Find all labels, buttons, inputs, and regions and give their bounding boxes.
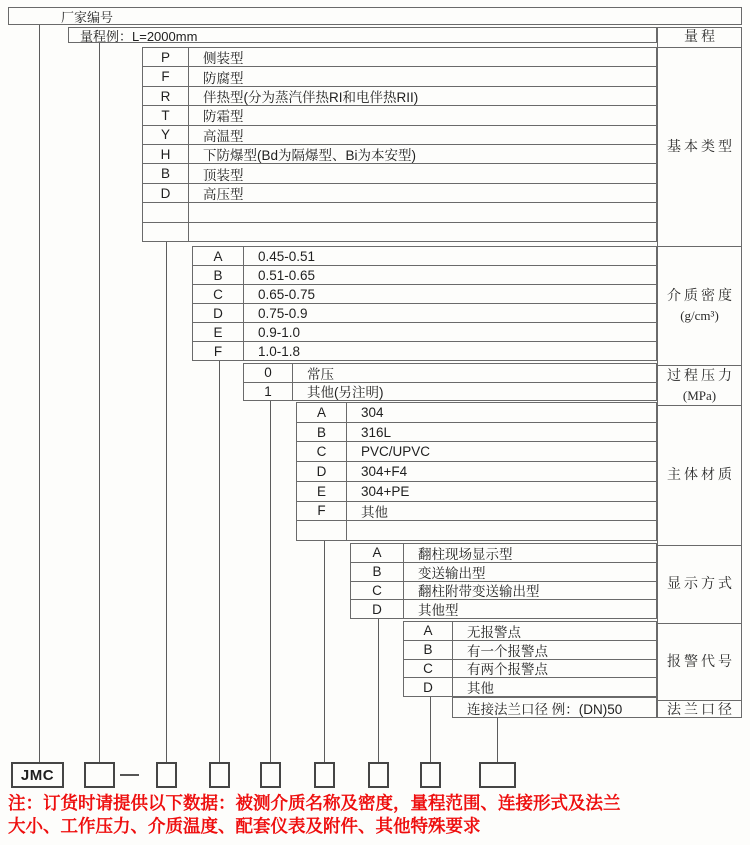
code-cell: A: [404, 622, 453, 640]
table-row: [297, 403, 656, 423]
table-row: [244, 383, 656, 401]
density-table: [192, 246, 657, 361]
table-row: [404, 641, 656, 660]
desc-cell: 顶装型: [203, 167, 244, 183]
table-row: [297, 442, 656, 462]
desc-cell: 高温型: [203, 128, 244, 144]
spec-label-column: [657, 27, 742, 718]
pressure-table: [243, 363, 657, 401]
table-row: [404, 660, 656, 679]
code-cell: A: [193, 247, 244, 265]
table-row: [244, 364, 656, 383]
code-cell: B: [297, 423, 347, 442]
code-cell: Y: [143, 126, 189, 144]
code-cell: A: [351, 544, 404, 562]
desc-cell: 304: [361, 404, 384, 420]
table-row: [297, 482, 656, 502]
desc-cell: 有两个报警点: [467, 662, 548, 678]
connector-line: [270, 401, 271, 763]
spec-label-density: 介质密度 (g/cm³): [658, 247, 741, 366]
spec-label-basic-type: 基本类型: [658, 48, 741, 247]
code-cell: B: [193, 266, 244, 284]
code-placeholder-box-alarm: [420, 762, 441, 788]
table-row: [143, 48, 656, 67]
desc-cell: 0.75-0.9: [258, 305, 308, 321]
code-cell: D: [297, 462, 347, 481]
table-row: [143, 126, 656, 145]
table-row: [193, 247, 656, 266]
desc-cell: 1.0-1.8: [258, 343, 301, 359]
code-cell: E: [193, 323, 244, 341]
desc-cell: 0.51-0.65: [258, 267, 316, 283]
display-mode-table: [350, 543, 657, 619]
connector-line: [166, 242, 167, 763]
spec-label-display: 显示方式: [658, 546, 741, 624]
connector-line: [99, 43, 100, 763]
code-cell: T: [143, 106, 189, 124]
table-row: [143, 184, 656, 203]
code-cell: 0: [244, 364, 293, 382]
code-cell: C: [351, 582, 404, 600]
table-row: [297, 521, 656, 540]
table-row: [143, 106, 656, 125]
code-placeholder-box-pressure: [260, 762, 281, 788]
alarm-code-table: [403, 621, 657, 697]
order-note-line2: 大小、工作压力、介质温度、配套仪表及附件、其他特殊要求: [8, 816, 481, 836]
flange-size-text: 连接法兰口径 例：(DN)50: [467, 701, 623, 717]
table-row: [193, 342, 656, 360]
code-cell: C: [297, 442, 347, 461]
flange-size-row: [452, 697, 657, 718]
table-row: [193, 304, 656, 323]
table-row: [404, 622, 656, 641]
table-row: [143, 67, 656, 86]
range-example-box: [68, 27, 657, 43]
desc-cell: 有一个报警点: [467, 643, 548, 659]
table-row: [297, 423, 656, 443]
code-cell: 1: [244, 383, 293, 401]
desc-cell: 304+F4: [361, 464, 408, 480]
desc-cell: 其他(另注明): [307, 385, 384, 400]
desc-cell: 防腐型: [203, 70, 244, 86]
table-row: [143, 145, 656, 164]
desc-cell: 304+PE: [361, 483, 410, 499]
factory-number-box: [8, 7, 742, 25]
desc-cell: 常压: [307, 366, 334, 382]
connector-line: [324, 541, 325, 763]
spec-label-range: 量程: [658, 28, 741, 48]
range-example-label: 量程例：L=2000mm: [80, 28, 198, 44]
code-placeholder-box-material: [314, 762, 335, 788]
desc-cell: 其他: [467, 681, 494, 696]
code-cell: B: [351, 563, 404, 581]
spec-label-flange: 法兰口径: [667, 703, 735, 718]
code-placeholder-box-range: [84, 762, 115, 788]
connector-line: [39, 25, 40, 763]
desc-cell: 下防爆型(Bd为隔爆型、Bi为本安型): [203, 148, 417, 164]
order-note: [8, 792, 748, 838]
table-row: [297, 502, 656, 522]
desc-cell: [189, 223, 656, 241]
code-cell: F: [297, 502, 347, 521]
code-cell: D: [351, 600, 404, 618]
dash-separator: [120, 774, 139, 776]
model-prefix-box: [11, 762, 64, 788]
desc-cell: PVC/UPVC: [361, 444, 431, 460]
model-prefix-label: JMC: [20, 766, 55, 784]
table-row: [143, 223, 656, 241]
material-table: [296, 402, 657, 541]
code-cell: A: [297, 403, 347, 422]
table-row: [351, 600, 656, 618]
code-placeholder-box-basic: [156, 762, 177, 788]
desc-cell: 翻柱现场显示型: [418, 546, 513, 562]
code-cell: P: [143, 48, 189, 66]
code-cell: D: [193, 304, 244, 322]
desc-cell: 高压型: [203, 187, 244, 203]
code-cell: R: [143, 87, 189, 105]
order-note-line1: 注：订货时请提供以下数据：被测介质名称及密度，量程范围、连接形式及法兰: [8, 793, 621, 813]
code-cell: C: [193, 285, 244, 303]
table-row: [143, 164, 656, 183]
table-row: [351, 582, 656, 601]
spec-label-material: 主体材质: [658, 406, 741, 546]
code-cell: B: [404, 641, 453, 659]
pressure-unit: (MPa): [682, 387, 717, 403]
connector-line: [497, 718, 498, 763]
desc-cell: 0.65-0.75: [258, 286, 316, 302]
table-row: [193, 323, 656, 342]
desc-cell: [347, 521, 656, 540]
connector-line: [219, 361, 220, 763]
table-row: [297, 462, 656, 482]
desc-cell: 无报警点: [467, 624, 521, 640]
code-cell: H: [143, 145, 189, 163]
factory-number-label: 厂家编号: [61, 9, 114, 25]
desc-cell: 翻柱附带变送输出型: [418, 584, 540, 600]
desc-cell: 0.45-0.51: [258, 248, 316, 264]
code-placeholder-box-flange: [479, 762, 516, 788]
table-row: [404, 678, 656, 696]
spec-label-alarm: 报警代号: [658, 624, 741, 701]
desc-cell: 侧装型: [203, 51, 244, 67]
spec-label-pressure: 过程压力 (MPa): [658, 366, 741, 406]
code-cell: [297, 521, 347, 540]
code-cell: E: [297, 482, 347, 501]
table-row: [193, 285, 656, 304]
desc-cell: 防霜型: [203, 109, 244, 125]
code-placeholder-box-density: [209, 762, 230, 788]
desc-cell: 其他: [361, 504, 388, 520]
code-cell: D: [404, 678, 453, 696]
desc-cell: [189, 203, 656, 221]
connector-line: [430, 697, 431, 763]
code-cell: C: [404, 660, 453, 678]
connector-line: [378, 619, 379, 763]
code-cell: D: [143, 184, 189, 202]
desc-cell: 316L: [361, 424, 392, 440]
desc-cell: 0.9-1.0: [258, 324, 301, 340]
desc-cell: 伴热型(分为蒸汽伴热RI和电伴热RII): [203, 90, 419, 106]
desc-cell: 其他型: [418, 603, 459, 618]
table-row: [193, 266, 656, 285]
table-row: [143, 87, 656, 106]
code-cell: [143, 223, 189, 241]
code-placeholder-box-display: [368, 762, 389, 788]
code-cell: B: [143, 164, 189, 182]
table-row: [143, 203, 656, 222]
basic-type-table: [142, 47, 657, 242]
table-row: [351, 563, 656, 582]
code-cell: F: [143, 67, 189, 85]
code-cell: [143, 203, 189, 221]
desc-cell: 变送输出型: [418, 565, 486, 581]
code-cell: F: [193, 342, 244, 360]
table-row: [351, 544, 656, 563]
density-unit: (g/cm³): [680, 308, 719, 323]
